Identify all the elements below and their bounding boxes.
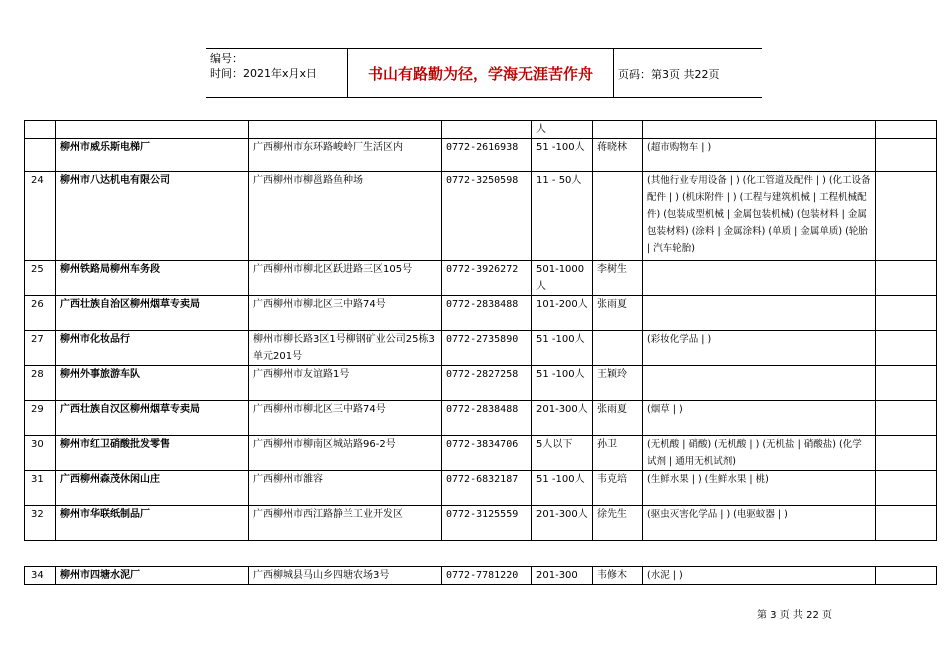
staff-size: 人 (532, 121, 593, 139)
blank-cell (876, 567, 937, 585)
company-name: 柳州市八达机电有限公司 (56, 172, 249, 261)
product-category: (生鲜水果 | ) (生鲜水果 | 桃) (643, 471, 876, 506)
row-number: 29 (25, 401, 56, 436)
company-name: 柳州市威乐斯电梯厂 (56, 139, 249, 172)
table-row (25, 366, 937, 401)
company-address: 广西柳州市东环路峻岭厂生活区内 (249, 139, 442, 172)
table-row (25, 139, 937, 172)
table-row (25, 567, 937, 585)
phone-number: 0772-2616938 (442, 139, 532, 172)
product-category: (水泥 | ) (643, 567, 876, 585)
row-number: 30 (25, 436, 56, 471)
company-name: 广西柳州森茂休闲山庄 (56, 471, 249, 506)
table-row (25, 121, 937, 139)
blank-cell (876, 401, 937, 436)
code-label: 编号： (210, 52, 243, 65)
staff-size: 101-200人 (532, 296, 593, 331)
contact-person: 张雨夏 (593, 296, 643, 331)
blank-cell (876, 139, 937, 172)
staff-size: 201-300人 (532, 401, 593, 436)
contact-person: 孙卫 (593, 436, 643, 471)
blank-cell (876, 331, 937, 366)
row-number: 28 (25, 366, 56, 401)
page-header (206, 48, 762, 98)
contact-person: 张雨夏 (593, 401, 643, 436)
contact-person: 徐先生 (593, 506, 643, 541)
staff-size: 51 -100人 (532, 366, 593, 401)
contact-person: 韦修木 (593, 567, 643, 585)
company-name: 柳州市化妆品行 (56, 331, 249, 366)
company-address: 广西柳州市柳南区城站路96-2号 (249, 436, 442, 471)
company-name: 柳州市华联纸制品厂 (56, 506, 249, 541)
blank-cell (876, 506, 937, 541)
phone-number: 0772-2838488 (442, 401, 532, 436)
table-row (25, 471, 937, 506)
company-table (24, 120, 937, 541)
phone-number: 0772-3125559 (442, 506, 532, 541)
company-address: 广西柳州市柳邕路鱼种场 (249, 172, 442, 261)
product-category (643, 121, 876, 139)
table-row (25, 172, 937, 261)
blank-cell (876, 471, 937, 506)
company-name: 广西壮族自治区柳州烟草专卖局 (56, 296, 249, 331)
staff-size: 201-300 (532, 567, 593, 585)
phone-number: 0772-3250598 (442, 172, 532, 261)
company-name: 柳州市红卫硝酸批发零售 (56, 436, 249, 471)
product-category: (彩妆化学品 | ) (643, 331, 876, 366)
staff-size: 11 - 50人 (532, 172, 593, 261)
company-address (249, 121, 442, 139)
phone-number: 0772-7781220 (442, 567, 532, 585)
contact-person (593, 331, 643, 366)
blank-cell (876, 436, 937, 471)
staff-size: 201-300人 (532, 506, 593, 541)
page-footer: 第 3 页 共 22 页 (757, 610, 832, 621)
phone-number: 0772-3834706 (442, 436, 532, 471)
row-number: 34 (25, 567, 56, 585)
phone-number: 0772-2838488 (442, 296, 532, 331)
company-address: 广西柳州市柳北区三中路74号 (249, 296, 442, 331)
phone-number: 0772-2827258 (442, 366, 532, 401)
product-category: (超市购物车 | ) (643, 139, 876, 172)
contact-person (593, 121, 643, 139)
blank-cell (876, 261, 937, 296)
company-address: 广西柳州市雒容 (249, 471, 442, 506)
company-address: 广西柳城县马山乡四塘农场3号 (249, 567, 442, 585)
contact-person: 王颖玲 (593, 366, 643, 401)
table-row (25, 331, 937, 366)
company-address: 广西柳州市柳北区跃进路三区105号 (249, 261, 442, 296)
contact-person (593, 172, 643, 261)
contact-person: 蒋晓林 (593, 139, 643, 172)
company-name: 广西壮族自汉区柳州烟草专卖局 (56, 401, 249, 436)
product-category: (其他行业专用设备 | ) (化工管道及配件 | ) (化工设备配件 | ) (机床附件 | ) (工程与建筑机械 | 工程机械配件) (包装成型机械 | 金属包装机械) (包装材料 | 金属包装材料) (涂料 | 金属涂料) (单质 | 金属单质) (轮胎 | 汽车轮胎) (643, 172, 876, 261)
phone-number (442, 121, 532, 139)
row-number: 26 (25, 296, 56, 331)
phone-number: 0772-2735890 (442, 331, 532, 366)
blank-cell (876, 172, 937, 261)
phone-number: 0772-6832187 (442, 471, 532, 506)
staff-size: 51 -100人 (532, 331, 593, 366)
blank-cell (876, 366, 937, 401)
staff-size: 51 -100人 (532, 139, 593, 172)
header-motto: 书山有路勤为径，学海无涯苦作舟 (347, 49, 614, 97)
table-row (25, 506, 937, 541)
company-name: 柳州外事旅游车队 (56, 366, 249, 401)
row-number (25, 121, 56, 139)
company-address: 柳州市柳长路3区1号柳钢矿业公司25栋3单元201号 (249, 331, 442, 366)
row-number: 32 (25, 506, 56, 541)
blank-cell (876, 121, 937, 139)
company-name: 柳州市四塘水泥厂 (56, 567, 249, 585)
table-row (25, 401, 937, 436)
company-address: 广西柳州市西江路静兰工业开发区 (249, 506, 442, 541)
company-address: 广西柳州市友谊路1号 (249, 366, 442, 401)
row-number: 25 (25, 261, 56, 296)
staff-size: 5人以下 (532, 436, 593, 471)
header-meta (210, 51, 317, 81)
product-category: (驱虫灭害化学品 | ) (电驱蚊器 | ) (643, 506, 876, 541)
product-category: (无机酸 | 硝酸) (无机酸 | ) (无机盐 | 硝酸盐) (化学试剂 | 通用无机试剂) (643, 436, 876, 471)
header-page-info: 页码：第3页 共22页 (618, 68, 720, 81)
product-category (643, 366, 876, 401)
table-row (25, 436, 937, 471)
row-number: 31 (25, 471, 56, 506)
blank-cell (876, 296, 937, 331)
company-name: 柳州铁路局柳州车务段 (56, 261, 249, 296)
company-table-continued (24, 566, 937, 585)
contact-person: 李树生 (593, 261, 643, 296)
company-name (56, 121, 249, 139)
row-number: 27 (25, 331, 56, 366)
staff-size: 51 -100人 (532, 471, 593, 506)
contact-person: 韦克培 (593, 471, 643, 506)
product-category (643, 261, 876, 296)
staff-size: 501-1000人 (532, 261, 593, 296)
row-number (25, 139, 56, 172)
table-row (25, 296, 937, 331)
time-label: 时间：2021年x月x日 (210, 67, 318, 80)
product-category: (烟草 | ) (643, 401, 876, 436)
phone-number: 0772-3926272 (442, 261, 532, 296)
row-number: 24 (25, 172, 56, 261)
company-address: 广西柳州市柳北区三中路74号 (249, 401, 442, 436)
product-category (643, 296, 876, 331)
table-row (25, 261, 937, 296)
